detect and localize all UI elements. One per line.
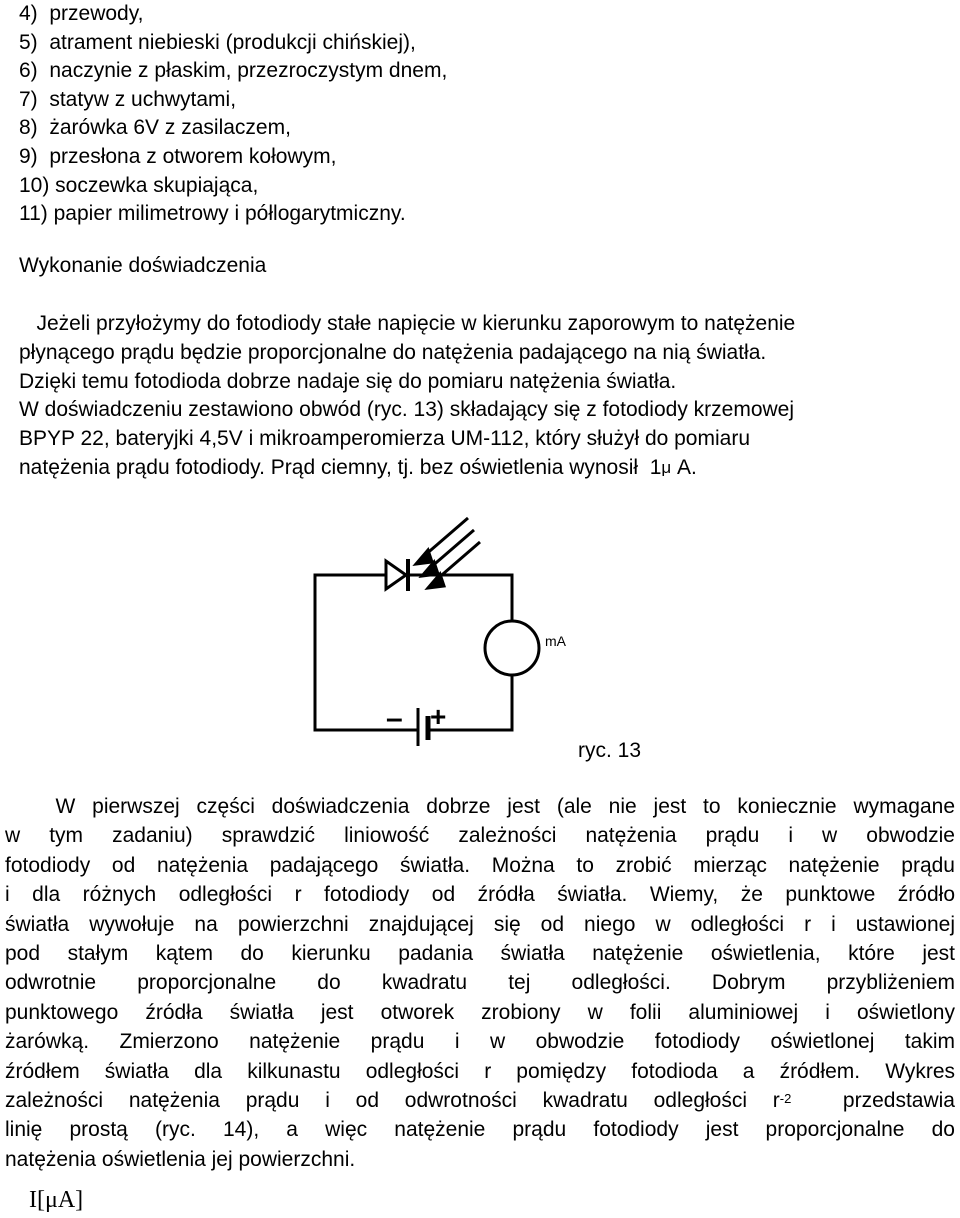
text-line: odwrotnie proporcjonalne do kwadratu tej odległości. Dobrym przybliżeniem	[5, 971, 955, 995]
list-item: 11) papier milimetrowy i półlogarytmiczny.	[19, 202, 406, 226]
superscript: -2	[779, 1091, 792, 1107]
section-heading: Wykonanie doświadczenia	[19, 254, 267, 277]
list-item: 10) soczewka skupiająca,	[19, 173, 259, 197]
text-line: płynącego prądu będzie proporcjonalne do natężenia padającego na nią światła.	[19, 340, 767, 364]
paragraph-intro	[19, 310, 959, 483]
mu-symbol: μ	[661, 457, 672, 477]
text-line: źródłem światła dla kilkunastu odległości r pomiędzy fotodioda a źródłem. Wykres	[5, 1059, 955, 1083]
text-line: W doświadczeniu zestawiono obwód (ryc. 13) składający się z fotodiody krzemowej	[19, 398, 795, 422]
text-line	[5, 1086, 955, 1115]
text-line: Jeżeli przyłożymy do fotodiody stałe napięcie w kierunku zaporowym to natężenie	[19, 312, 796, 335]
text-line: W pierwszej części doświadczenia dobrze jest (ale nie jest to koniecznie wymagane	[5, 795, 955, 818]
battery-minus-label: –	[386, 702, 403, 735]
text-line: natężenia oświetlenia jej powierzchni.	[5, 1147, 356, 1171]
circuit-diagram	[300, 510, 640, 755]
text-line: pod stałym kątem do kierunku padania światła natężenie oświetlenia, które jest	[5, 942, 955, 966]
text-line: Dzięki temu fotodioda dobrze nadaje się do pomiaru natężenia światła.	[19, 369, 677, 393]
text-line: fotodiody od natężenia padającego światła. Można to zrobić mierząc natężenie prądu	[5, 853, 955, 877]
list-item: 4) przewody,	[19, 2, 144, 25]
text-fragment: zależności natężenia prądu i od odwrotności kwadratu odległości r	[5, 1089, 780, 1113]
list-item: 9) przesłona z otworem kołowym,	[19, 144, 337, 168]
battery-icon	[418, 708, 428, 746]
text-fragment: natężenia prądu fotodiody. Prąd ciemny, tj. bez oświetlenia wynosił 1	[19, 455, 662, 479]
text-line: punktowego źródła światła jest otworek zrobiony w folii aluminiowej i oświetlony	[5, 1000, 955, 1024]
text-line: i dla różnych odległości r fotodiody od źródła światła. Wiemy, że punktowe źródło	[5, 883, 955, 907]
circuit-wire-top	[408, 575, 512, 622]
ammeter-label: mA	[545, 633, 566, 649]
paragraph-procedure	[5, 792, 955, 1174]
text-line: w tym zadaniu) sprawdzić liniowość zależności natężenia prądu i w obwodzie	[5, 824, 955, 848]
axis-label: I[μA]	[29, 1187, 84, 1213]
text-line: światła wywołuje na powierzchni znajdującej się od niego w odległości r i ustawionej	[5, 912, 955, 936]
battery-plus-label: +	[430, 701, 447, 732]
text-fragment: przedstawia	[791, 1089, 955, 1113]
text-line	[19, 454, 959, 483]
list-item: 8) żarówka 6V z zasilaczem,	[19, 116, 291, 140]
list-item: 6) naczynie z płaskim, przezroczystym dnem,	[19, 59, 448, 83]
figure-caption: ryc. 13	[578, 739, 642, 762]
materials-list	[19, 0, 447, 229]
list-item: 5) atrament niebieski (produkcji chińskiej),	[19, 30, 416, 54]
ammeter-icon	[485, 621, 539, 675]
photodiode-icon	[386, 559, 408, 591]
list-item: 7) statyw z uchwytami,	[19, 87, 237, 111]
light-rays-icon	[416, 518, 480, 588]
text-fragment: A.	[671, 455, 697, 479]
text-line: BPYP 22, bateryjki 4,5V i mikroamperomierza UM-112, który służył do pomiaru	[19, 427, 751, 451]
text-line: żarówką. Zmierzono natężenie prądu i w obwodzie fotodiody oświetlonej takim	[5, 1030, 955, 1054]
text-line: linię prostą (ryc. 14), a więc natężenie prądu fotodiody jest proporcjonalne do	[5, 1118, 955, 1142]
